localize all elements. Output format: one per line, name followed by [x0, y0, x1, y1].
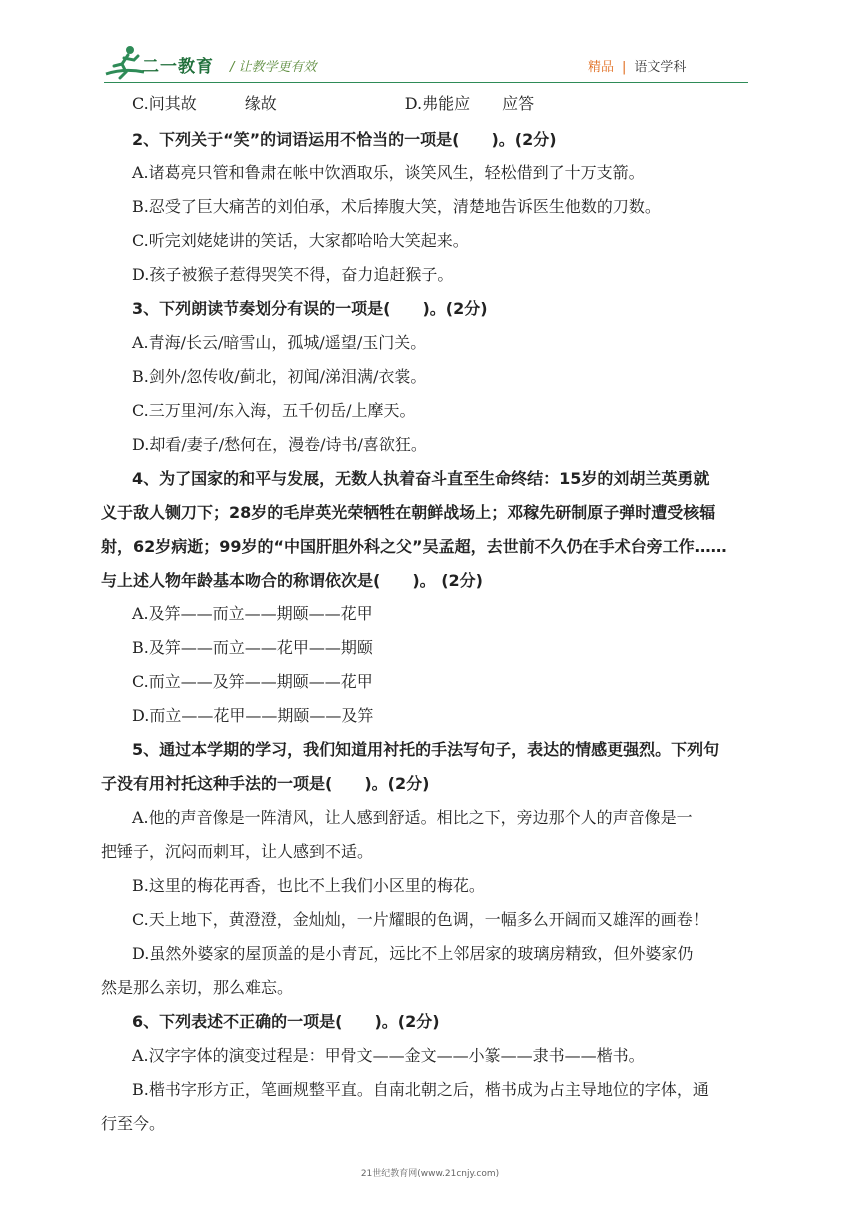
- option-line: B.楷书字形方正，笔画规整平直。自南北朝之后，楷书成为占主导地位的字体，通: [132, 1080, 709, 1099]
- option-line: A.他的声音像是一阵清风，让人感到舒适。相比之下，旁边那个人的声音像是一: [132, 808, 693, 827]
- option-line: D.孩子被猴子惹得哭笑不得，奋力追赶猴子。: [132, 265, 454, 284]
- option-line-cont: 把锤子，沉闷而刺耳，让人感到不适。: [101, 842, 374, 861]
- page-header: [0, 0, 860, 86]
- question-6: 6、下列表述不正确的一项是( )。(2分): [132, 1012, 440, 1031]
- page-footer: 21世纪教育网(www.21cnjy.com): [360, 1169, 500, 1179]
- header-right: 精品 | 语文学科: [588, 60, 687, 75]
- option-line: A.青海/长云/暗雪山，孤城/遥望/玉门关。: [132, 333, 427, 352]
- option-line: C.听完刘姥姥讲的笑话，大家都哈哈大笑起来。: [132, 231, 469, 250]
- option-line: B.剑外/忽传收/蓟北，初闻/涕泪满/衣裳。: [132, 367, 427, 386]
- question-3: 3、下列朗读节奏划分有误的一项是( )。(2分): [132, 299, 488, 318]
- option-line: B.这里的梅花再香，也比不上我们小区里的梅花。: [132, 876, 485, 895]
- logo-text: 二一教育: [142, 57, 214, 77]
- option-line-cont: 行至今。: [101, 1114, 166, 1133]
- question-5: 5、通过本学期的学习，我们知道用衬托的手法写句子，表达的情感更强烈。下列句: [132, 740, 720, 759]
- option-line: A.诸葛亮只管和鲁肃在帐中饮酒取乐，谈笑风生，轻松借到了十万支箭。: [132, 163, 645, 182]
- option-line: C.而立——及笄——期颐——花甲: [132, 672, 373, 691]
- question-2: 2、下列关于“笑”的词语运用不恰当的一项是( )。(2分): [132, 130, 557, 149]
- question-4-cont: 义于敌人铡刀下；28岁的毛岸英光荣牺牲在朝鲜战场上；邓稼先研制原子弹时遭受核辐: [101, 503, 716, 522]
- question-4: 4、为了国家的和平与发展，无数人执着奋斗直至生命终结：15岁的刘胡兰英勇就: [132, 469, 710, 488]
- option-line: A.及笄——而立——期颐——花甲: [132, 604, 373, 623]
- question-4-cont: 射，62岁病逝；99岁的“中国肝胆外科之父”吴孟超，去世前不久仍在手术台旁工作……: [101, 537, 727, 556]
- option-line: A.汉字字体的演变过程是：甲骨文——金文——小篆——隶书——楷书。: [132, 1046, 645, 1065]
- option-line: C.天上地下，黄澄澄，金灿灿，一片耀眼的色调，一幅多么开阔而又雄浑的画卷！: [132, 910, 709, 929]
- option-line: C.问其故 缘故 D.弗能应 应答: [132, 94, 535, 113]
- subject-label: 语文学科: [634, 60, 687, 75]
- quality-tag: 精品: [588, 60, 615, 75]
- option-line: D.而立——花甲——期颐——及笄: [132, 706, 374, 725]
- option-line: D.却看/妻子/愁何在，漫卷/诗书/喜欲狂。: [132, 435, 427, 454]
- option-line: B.及笄——而立——花甲——期颐: [132, 638, 373, 657]
- option-line-cont: 然是那么亲切，那么难忘。: [101, 978, 294, 997]
- option-line: B.忍受了巨大痛苦的刘伯承，术后捧腹大笑，清楚地告诉医生他数的刀数。: [132, 197, 661, 216]
- header-divider: [104, 82, 748, 83]
- option-line: C.三万里河/东入海，五千仞岳/上摩天。: [132, 401, 416, 420]
- question-5-cont: 子没有用衬托这种手法的一项是( )。(2分): [101, 774, 430, 793]
- question-4-cont: 与上述人物年龄基本吻合的称谓依次是( )。 (2分): [101, 571, 483, 590]
- header-slogan: / 让教学更有效: [230, 60, 317, 75]
- option-line: D.虽然外婆家的屋顶盖的是小青瓦，远比不上邻居家的玻璃房精致，但外婆家仍: [132, 944, 694, 963]
